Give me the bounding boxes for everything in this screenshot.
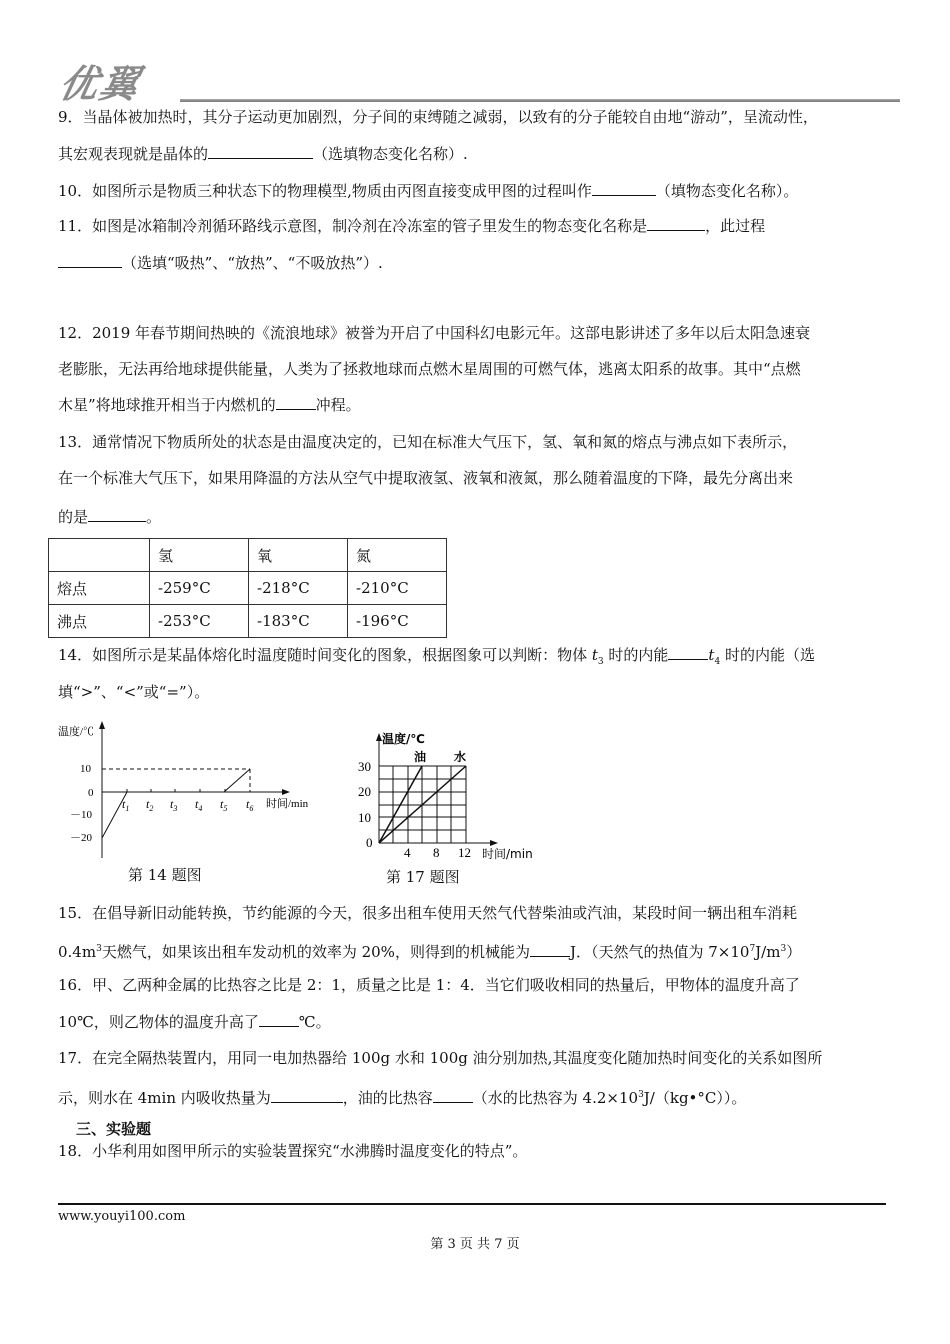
q12-text: 木星”将地球推开相当于内燃机的 <box>58 396 276 414</box>
q14-text-mid: 时的内能 <box>603 646 669 664</box>
q9-text: 其宏观表现就是晶体的 <box>58 145 209 163</box>
q17-text: 示，则水在 4min 内吸收热量为 <box>58 1089 271 1107</box>
q15-sup: 3 <box>780 944 787 954</box>
svg-text:t3: $t_3$ <box>170 797 178 813</box>
q17-text-post-b: J/（kg•°C））。 <box>643 1089 747 1107</box>
q9-answer-blank[interactable] <box>208 144 313 159</box>
fig17-xtick: 8 <box>433 845 440 860</box>
figure-17-chart <box>350 715 550 865</box>
fig17-xlabel: 时间/min <box>482 847 533 861</box>
q9-line2 <box>58 144 468 164</box>
q12-line3 <box>58 395 361 415</box>
q16-line2 <box>58 1012 331 1032</box>
q13-line3 <box>58 507 161 527</box>
fig17-ytick: 30 <box>358 759 371 774</box>
q13-line2: 在一个标准大气压下，如果用降温的方法从空气中提取液氢、液氧和液氮，那么随着温度的下降，最先分离出来 <box>58 469 794 487</box>
q12-line1: 12．2019 年春节期间热映的《流浪地球》被誉为开启了中国科幻电影元年。这部电影讲述了多年以后太阳急速衰 <box>58 324 811 342</box>
fig17-xtick: 12 <box>458 845 471 860</box>
table-cell: -210°C <box>348 572 447 605</box>
q14-text: 14．如图所示是某晶体熔化时温度随时间变化的图象，根据图象可以判断：物体 <box>58 646 592 664</box>
fig17-oil-label: 油 <box>414 750 427 764</box>
table-cell: -259°C <box>150 572 249 605</box>
q10-text: 10．如图所示是物质三种状态下的物理模型,物质由丙图直接变成甲图的过程叫作 <box>58 182 592 200</box>
q16-text: 10℃，则乙物体的温度升高了 <box>58 1013 259 1031</box>
q15-sup: 7 <box>749 944 756 954</box>
q11-line2 <box>58 253 383 273</box>
fig14-xlabel: 时间/min <box>266 798 309 810</box>
q11-answer-blank-1[interactable] <box>647 216 705 231</box>
table-cell: 氧 <box>249 539 348 572</box>
q15-text-d: J/m <box>755 943 781 961</box>
footer-divider <box>58 1203 886 1205</box>
page-number: 第 3 页 共 7 页 <box>430 1237 520 1252</box>
header-divider <box>180 99 900 102</box>
q10-line <box>58 181 798 201</box>
q15-text-e: ） <box>786 943 802 961</box>
q9-text-post: （选填物态变化名称）. <box>313 145 468 163</box>
q16-line1: 16．甲、乙两种金属的比热容之比是 2：1，质量之比是 1：4．当它们吸收相同的热量后，甲物体的温度升高了 <box>58 976 800 994</box>
q12-answer-blank[interactable] <box>276 395 316 410</box>
table-cell: 沸点 <box>49 605 150 638</box>
q17-line2 <box>58 1085 746 1108</box>
q11-text: 11．如图是冰箱制冷剂循环路线示意图，制冷剂在冷冻室的管子里发生的物态变化名称是 <box>58 217 648 235</box>
q17-answer-blank-1[interactable] <box>271 1088 343 1103</box>
fig17-ytick: 20 <box>358 784 371 799</box>
q15-sup: 3 <box>96 944 102 954</box>
table-cell: -218°C <box>249 572 348 605</box>
svg-text:t5: $t_5$ <box>220 797 228 813</box>
q16-text-post: ℃。 <box>298 1013 331 1031</box>
fig14-ytick: 10 <box>80 763 91 775</box>
svg-text:t1: $t_1$ <box>122 797 130 813</box>
section-heading: 三、实验题 <box>76 1120 152 1138</box>
q14-text-post: 时的内能（选 <box>720 646 815 664</box>
q13-text: 的是 <box>58 508 89 526</box>
q11-line1 <box>58 216 765 236</box>
q17-answer-blank-2[interactable] <box>433 1088 473 1103</box>
table-cell: -253°C <box>150 605 249 638</box>
table-row <box>49 605 447 638</box>
logo: 优翼 <box>55 62 145 106</box>
q9-line1: 9．当晶体被加热时，其分子运动更加剧烈，分子间的束缚随之减弱，以致有的分子能较自由地“游动”，呈流动性， <box>58 108 818 126</box>
table-cell: -183°C <box>249 605 348 638</box>
q10-answer-blank[interactable] <box>592 181 656 196</box>
svg-text:t4: $t_4$ <box>195 797 203 813</box>
fig17-caption: 第 17 题图 <box>386 868 460 886</box>
q13-answer-blank[interactable] <box>88 507 146 522</box>
fig17-xtick: 4 <box>404 845 411 860</box>
table-cell <box>49 539 150 572</box>
q13-text-post: 。 <box>146 508 162 526</box>
table-cell: 氢 <box>150 539 249 572</box>
q15-text: 0.4m <box>58 943 97 961</box>
fig17-ylabel: 温度/℃ <box>382 732 425 746</box>
fig14-caption: 第 14 题图 <box>128 866 202 884</box>
q15-text-c: J．（天然气的热值为 7×10 <box>569 943 750 961</box>
q15-answer-blank[interactable] <box>530 942 570 957</box>
q14-line1 <box>58 645 815 672</box>
table-header-row <box>49 539 447 572</box>
table-cell: 氮 <box>348 539 447 572</box>
fig14-ytick: －20 <box>70 832 92 844</box>
table-row <box>49 572 447 605</box>
fig17-ytick: 0 <box>366 835 373 850</box>
q14-answer-blank[interactable] <box>668 645 708 660</box>
q16-answer-blank[interactable] <box>259 1012 299 1027</box>
q13-line1: 13．通常情况下物质所处的状态是由温度决定的，已知在标准大气压下，氢、氧和氮的熔点与沸点如下表所示， <box>58 433 798 451</box>
q15-line2 <box>58 939 801 962</box>
fig14-ytick: 0 <box>88 787 94 799</box>
t4-symbol: t <box>708 646 715 664</box>
table-cell: 熔点 <box>49 572 150 605</box>
q18-line: 18．小华利用如图甲所示的实验装置探究“水沸腾时温度变化的特点”。 <box>58 1142 528 1160</box>
t4-subscript: 4 <box>714 657 721 667</box>
q17-text-mid: ，油的比热容 <box>342 1089 433 1107</box>
q12-line2: 老膨胀，无法再给地球提供能量，人类为了拯救地球而点燃木星周围的可燃气体，逃离太阳系的故事。其中“点燃 <box>58 360 801 378</box>
t3-symbol: t <box>591 646 598 664</box>
q14-line2: 填“>”、“<”或“=”）。 <box>58 683 210 701</box>
table-cell: -196°C <box>348 605 447 638</box>
q17-sup: 3 <box>638 1090 644 1100</box>
figure-14-chart <box>50 715 330 865</box>
svg-text:t6: $t_6$ <box>246 797 254 813</box>
fig17-water-label: 水 <box>454 750 467 764</box>
fig14-ytick: －10 <box>70 809 92 821</box>
footer-url: www.youyi100.com <box>58 1209 186 1224</box>
q15-text-b: 天燃气，如果该出租车发动机的效率为 20%，则得到的机械能为 <box>101 943 530 961</box>
q11-answer-blank-2[interactable] <box>58 253 122 268</box>
t3-subscript: 3 <box>597 657 604 667</box>
q17-text-post: （水的比热容为 4.2×10 <box>472 1089 639 1107</box>
q12-text-post: 冲程。 <box>315 396 361 414</box>
q11-text-post: （选填“吸热”、“放热”、“不吸放热”）. <box>122 254 383 272</box>
q11-text-mid: ，此过程 <box>705 217 766 235</box>
svg-text:t2: $t_2$ <box>146 797 154 813</box>
q17-line1: 17．在完全隔热装置内，用同一电加热器给 100g 水和 100g 油分别加热,其温度变化随加热时间变化的关系如图所 <box>58 1049 823 1067</box>
melting-boiling-table <box>48 538 447 638</box>
q15-line1: 15．在倡导新旧动能转换，节约能源的今天，很多出租车使用天然气代替柴油或汽油，某段时间一辆出租车消耗 <box>58 904 798 922</box>
fig17-ytick: 10 <box>358 810 371 825</box>
q10-text-post: （填物态变化名称）。 <box>655 182 799 200</box>
fig14-ylabel: 温度/℃ <box>58 726 95 738</box>
